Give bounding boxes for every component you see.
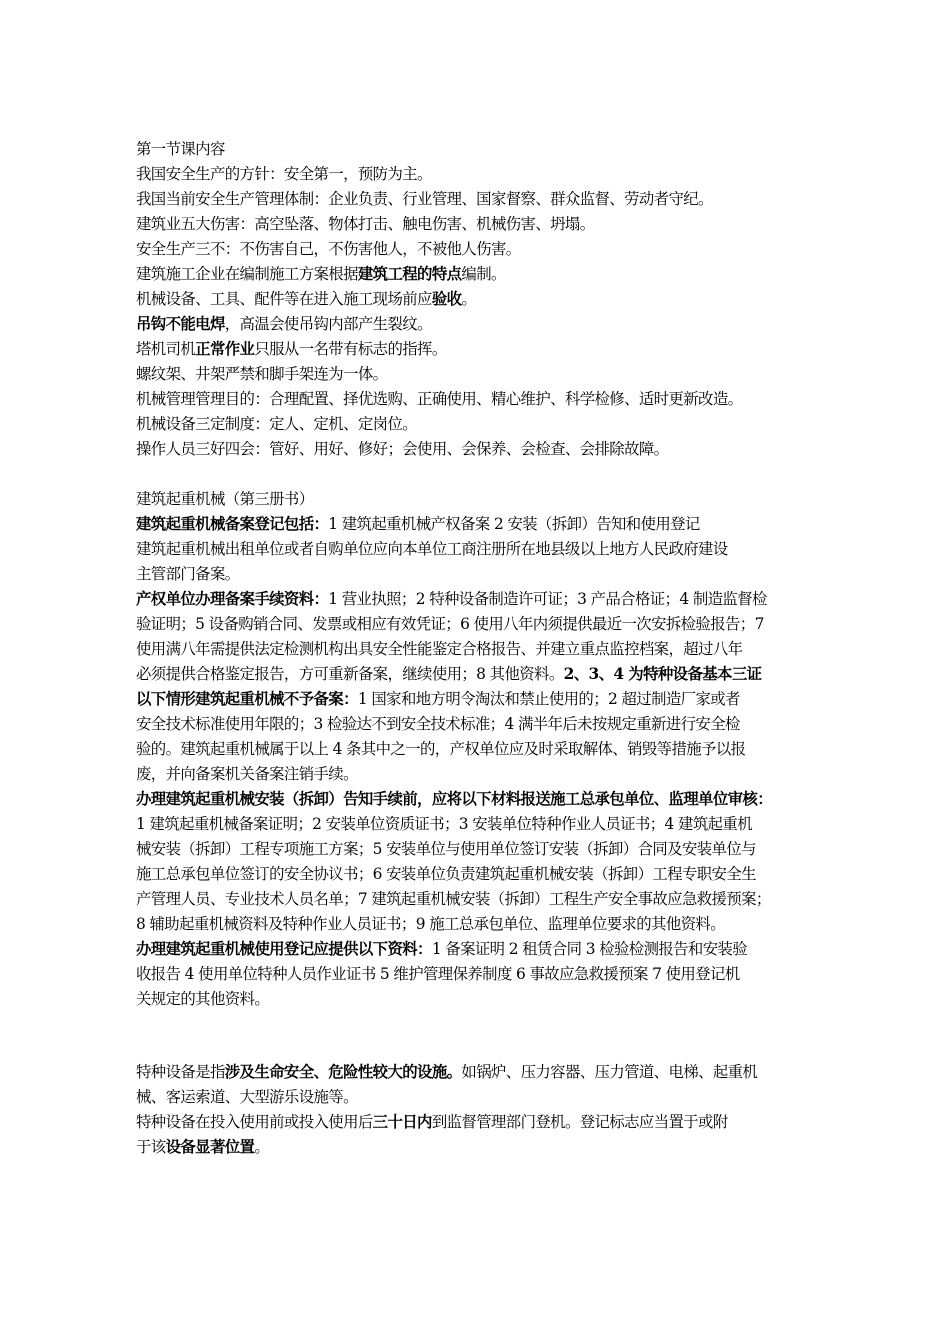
text-line: 特种设备是指涉及生命安全、危险性较大的设施。如锅炉、压力容器、压力管道、电梯、起重机 (136, 1063, 758, 1081)
text-line: 安全生产三不：不伤害自己，不伤害他人，不被他人伤害。 (136, 240, 521, 258)
bold-heading: 办理建筑起重机械使用登记应提供以下资料： (136, 940, 432, 958)
text-line: 机械管理管理目的：合理配置、择优选购、正确使用、精心维护、科学检修、适时更新改造。 (136, 390, 743, 408)
text-line: 机械设备、工具、配件等在进入施工现场前应验收。 (136, 290, 477, 308)
text-line: 械安装（拆卸）工程专项施工方案；5 安装单位与使用单位签订安装（拆卸）合同及安装单位与 (136, 840, 756, 858)
text-line: 产管理人员、专业技术人员名单；7 建筑起重机械安装（拆卸）工程生产安全事故应急救援预案； (136, 890, 771, 908)
text-line: 于该设备显著位置。 (136, 1138, 270, 1156)
text-line: 验证明；5 设备购销合同、发票或相应有效凭证；6 使用八年内须提供最近一次安拆检验报告；7 (136, 615, 764, 633)
text-line: 施工总承包单位签订的安全协议书；6 安装单位负责建筑起重机械安装（拆卸）工程专职安全生 (136, 865, 756, 883)
text-line: 关规定的其他资料。 (136, 990, 270, 1008)
text-line: 收报告 4 使用单位特种人员作业证书 5 维护管理保养制度 6 事故应急救援预案 7 使用登记机 (136, 965, 740, 983)
text-line: 安全技术标准使用年限的；3 检验达不到安全技术标准；4 满半年后未按规定重新进行安全检 (136, 715, 740, 733)
bold-term: 设备显著位置 (165, 1138, 255, 1156)
text-line: 械、客运索道、大型游乐设施等。 (136, 1088, 358, 1106)
bold-term: 正常作业 (195, 340, 255, 358)
text-line: 使用满八年需提供法定检测机构出具安全性能鉴定合格报告、并建立重点监控档案，超过八年 (136, 640, 743, 658)
text-line: 1 建筑起重机械备案证明；2 安装单位资质证书；3 安装单位特种作业人员证书；4 建筑起重机 (136, 815, 752, 833)
text-line: 验的。建筑起重机械属于以上 4 条其中之一的，产权单位应及时采取解体、销毁等措施予以报 (136, 740, 746, 758)
text-line: 建筑业五大伤害：高空坠落、物体打击、触电伤害、机械伤害、坍塌。 (136, 215, 595, 233)
bold-term: 涉及生命安全、危险性较大的设施。 (224, 1063, 462, 1081)
bold-heading: 产权单位办理备案手续资料： (136, 590, 329, 608)
text-line: 以下情形建筑起重机械不予备案：1 国家和地方明令淘汰和禁止使用的；2 超过制造厂家或者 (136, 690, 740, 708)
text-line: 建筑起重机械备案登记包括：1 建筑起重机械产权备案 2 安装（拆卸）告知和使用登记 (136, 515, 700, 533)
text-line: 产权单位办理备案手续资料：1 营业执照；2 特种设备制造许可证；3 产品合格证；4 制造监督检 (136, 590, 767, 608)
text-line: 必须提供合格鉴定报告，方可重新备案，继续使用；8 其他资料。2、3、4 为特种设备基本三证 (136, 665, 762, 683)
section1-title: 第一节课内容 (136, 140, 225, 158)
text-line: 特种设备在投入使用前或投入使用后三十日内到监督管理部门登机。登记标志应当置于或附 (136, 1113, 728, 1131)
text-line: 主管部门备案。 (136, 565, 240, 583)
text-line: 废，并向备案机关备案注销手续。 (136, 765, 358, 783)
bold-term: 建筑工程的特点 (357, 265, 462, 283)
text-line: 我国当前安全生产管理体制：企业负责、行业管理、国家督察、群众监督、劳动者守纪。 (136, 190, 713, 208)
text-line: 8 辅助起重机械资料及特种作业人员证书；9 施工总承包单位、监理单位要求的其他资料。 (136, 915, 726, 933)
bold-heading: 建筑起重机械备案登记包括： (136, 515, 329, 533)
text-line: 建筑起重机械出租单位或者自购单位应向本单位工商注册所在地县级以上地方人民政府建设 (136, 540, 728, 558)
bold-heading: 办理建筑起重机械安装（拆卸）告知手续前，应将以下材料报送施工总承包单位、监理单位审核： (136, 790, 772, 808)
section2-title: 建筑起重机械（第三册书） (136, 490, 314, 508)
text-line: 吊钩不能电焊，高温会使吊钩内部产生裂纹。 (136, 315, 432, 333)
text-line: 螺纹架、井架严禁和脚手架连为一体。 (136, 365, 388, 383)
text-line: 建筑施工企业在编制施工方案根据建筑工程的特点编制。 (136, 265, 506, 283)
text-line: 操作人员三好四会：管好、用好、修好；会使用、会保养、会检查、会排除故障。 (136, 440, 669, 458)
text-line: 机械设备三定制度：定人、定机、定岗位。 (136, 415, 418, 433)
text-line: 塔机司机正常作业只服从一名带有标志的指挥。 (136, 340, 447, 358)
text-line: 我国安全生产的方针：安全第一，预防为主。 (136, 165, 432, 183)
bold-term: 三十日内 (372, 1113, 432, 1131)
text-line: 办理建筑起重机械使用登记应提供以下资料：1 备案证明 2 租赁合同 3 检验检测报告和安装验 (136, 940, 748, 958)
bold-term: 2、3、4 为特种设备基本三证 (563, 665, 762, 683)
bold-term: 验收 (431, 290, 462, 308)
bold-term: 吊钩不能电焊 (136, 315, 225, 333)
bold-heading: 以下情形建筑起重机械不予备案： (136, 690, 358, 708)
